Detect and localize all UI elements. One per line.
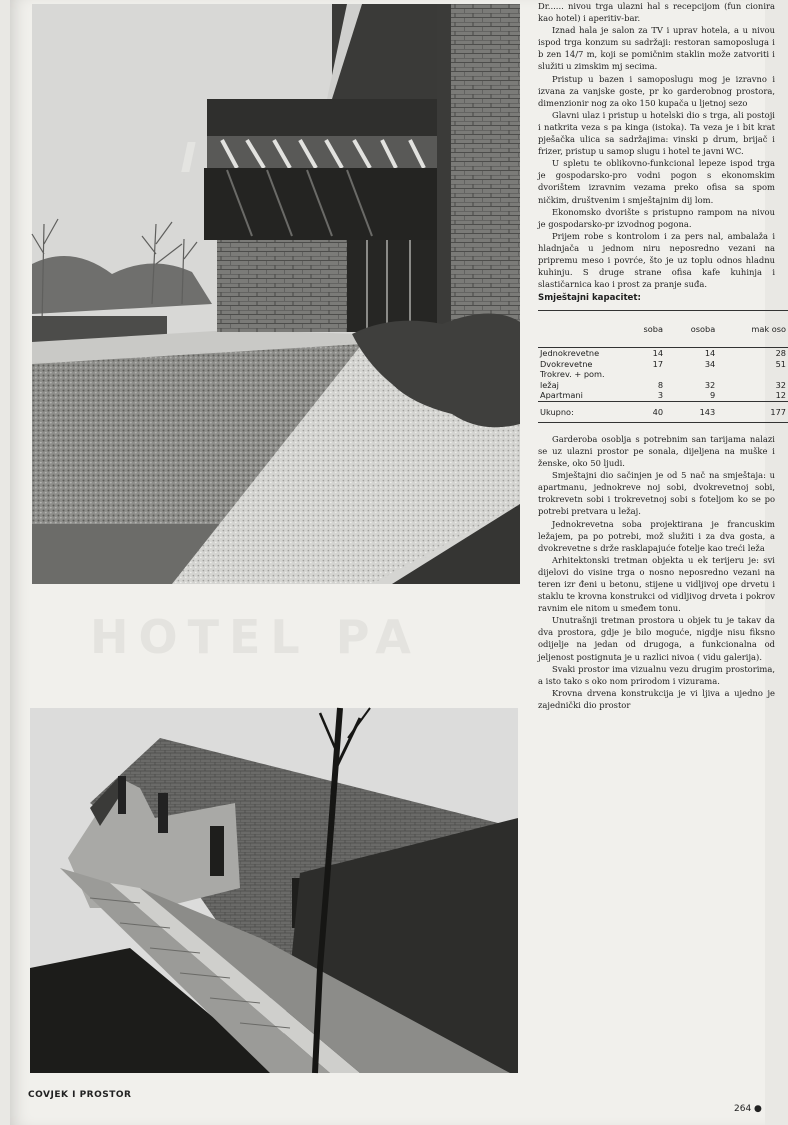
paragraph: Krovna drvena konstrukcija je vi ljiva a ujedno je zajednički dio prostor xyxy=(538,687,775,710)
photo-hotel-exterior xyxy=(30,708,518,1073)
paragraph: Smještajni dio sačinjen je od 5 nač na smještaja: u apartmanu, jednokreve noj sobi, dvokrevetnoj sobi, trokrevetn sobi i trokrevetnoj sobi s foteljom ko se po potrebi pretvara u ležaj. xyxy=(538,470,775,517)
photo-hotel-exterior-image xyxy=(30,708,518,1073)
table-cell: 8 xyxy=(657,379,664,390)
paragraph: Jednokrevetna soba projektirana je francuskim ležajem, pa po potrebi, mož služiti i za dva gosta, a dvokrevetne s drže rasklapajuće fotelje kao treći leža xyxy=(538,518,775,553)
table-cell: 9 xyxy=(710,390,716,401)
paragraph: U spletu te oblikovno-funkcional lepeze ispod trga je gospodarsko-pro vodni pogon s ekonomskim dvorištem izravnim vezama preko ofisa sa spom ničkim, društvenim i smještajnim dij lom. xyxy=(538,158,775,205)
paragraph: Prijem robe s kontrolom i za pers nal, ambalaža i hladnjača u jednom niru neposredno vezani na pripremu meso i povrće, što je uz toplu odnos hladnu kuhinju. S druge strane ofisa kafe kuhinja i slastičarnica kao i prost za pranje suđa. xyxy=(538,230,775,290)
table-total-row xyxy=(538,401,788,422)
table-cell: 14 xyxy=(652,348,664,359)
table-cell: 17 xyxy=(652,358,664,369)
table-cell: 12 xyxy=(775,390,786,401)
table-cell: Apartmani xyxy=(540,390,583,401)
article-text-column xyxy=(538,0,786,1090)
paragraph: Dr...... nivou trga ulazni hal s recepcijom (fun cionira kao hotel) i aperitiv-bar. xyxy=(538,1,775,24)
table-row xyxy=(538,369,788,390)
table-cell: Dvokrevetne xyxy=(540,358,593,369)
table-row xyxy=(538,390,788,401)
table-header-cell xyxy=(538,311,622,348)
paragraph: Unutrašnji tretman prostora u objek tu je takav da dva prostora, gdje je bilo moguće, nigdje nisu fiksno odijelje na jedan od drugoga, a funkcionalna od jeljenost postignuta je u razlici nivoa ( vidu galerija). xyxy=(538,615,775,662)
paragraph: Glavni ulaz i pristup u hotelski dio s trga, ali postoji i natkrita veza s pa kinga (istoka). Ta veza je i bit krat pješačka ulica sa sadržajima: vinski p drum, brijač i frizer, pristup u samop slugu i hotel te javni WC. xyxy=(538,109,775,157)
capacity-table xyxy=(538,310,788,423)
page-number: 264 ● xyxy=(734,1104,762,1114)
table-header-cell: mak oso xyxy=(717,311,788,348)
paragraphs-after-table xyxy=(538,433,775,711)
table-cell: 34 xyxy=(704,358,716,369)
paragraph: Pristup u bazen i samoposlugu mog je izravno i izvana za vanjske goste, pr ko garderobnog prostora, dimenzionir nog za oko 150 kupača u ljetnoj sezo xyxy=(538,73,775,108)
table-cell: 14 xyxy=(704,348,716,359)
faded-background-text: HOTEL PA xyxy=(90,610,421,664)
table-cell: 143 xyxy=(665,401,717,422)
table-cell: 177 xyxy=(717,401,788,422)
paragraph: Arhitektonski tretman objekta u ek terijeru je: svi dijelovi do visine trga o nosno neposredno vezani na teren izr đeni u betonu, stijene u vidljivoj ope drvetu i staklu te krovna konstrukci od vidljivog drveta i pokrov ravnim ele nitom u smeđem tonu. xyxy=(538,554,775,614)
table-row xyxy=(538,359,788,370)
table-cell: 32 xyxy=(704,379,716,390)
photo-hotel-canopy-image xyxy=(32,4,520,584)
paragraph: Iznad hala je salon za TV i uprav hotela, a u nivou ispod trga konzum su sadržaji: restoran samoposluga i b zen 14/7 m, koji se pomičnim staklin može zatvoriti i služiti u zimskim mj secima. xyxy=(538,25,775,72)
table-heading: Smještajni kapacitet: xyxy=(538,293,641,304)
magazine-title-footer: COVJEK I PROSTOR xyxy=(28,1090,132,1100)
photo-hotel-canopy xyxy=(32,4,520,584)
table-cell: Ukupno: xyxy=(538,401,622,422)
table-cell: Jednokrevetne xyxy=(540,348,600,359)
table-row xyxy=(538,348,788,359)
table-cell: 3 xyxy=(657,390,664,401)
paragraph: Ekonomsko dvorište s pristupno rampom na nivou je gospodarsko-pr izvodnog pogona. xyxy=(538,206,775,229)
table-cell: 40 xyxy=(622,401,665,422)
table-header-cell: soba xyxy=(622,311,665,348)
table-cell: 32 xyxy=(775,379,786,390)
paragraph: Garderoba osoblja s potrebnim san tarijama nalazi se uz ulazni prostor pe sonala, dijeljena na muške i ženske, oko 50 ljudi. xyxy=(538,433,775,469)
table-header-cell: osoba xyxy=(665,311,717,348)
paragraph: Svaki prostor ima vizualnu vezu drugim prostorima, a isto tako s oko nom prirodom i vizurama. xyxy=(538,663,775,686)
table-cell: 28 xyxy=(775,348,786,359)
magazine-page xyxy=(10,0,786,1125)
paragraphs-before-table xyxy=(538,0,775,290)
table-cell: 51 xyxy=(775,358,786,369)
table-header-row xyxy=(538,311,788,348)
table-cell: Trokrev. + pom. ležaj xyxy=(540,369,605,390)
